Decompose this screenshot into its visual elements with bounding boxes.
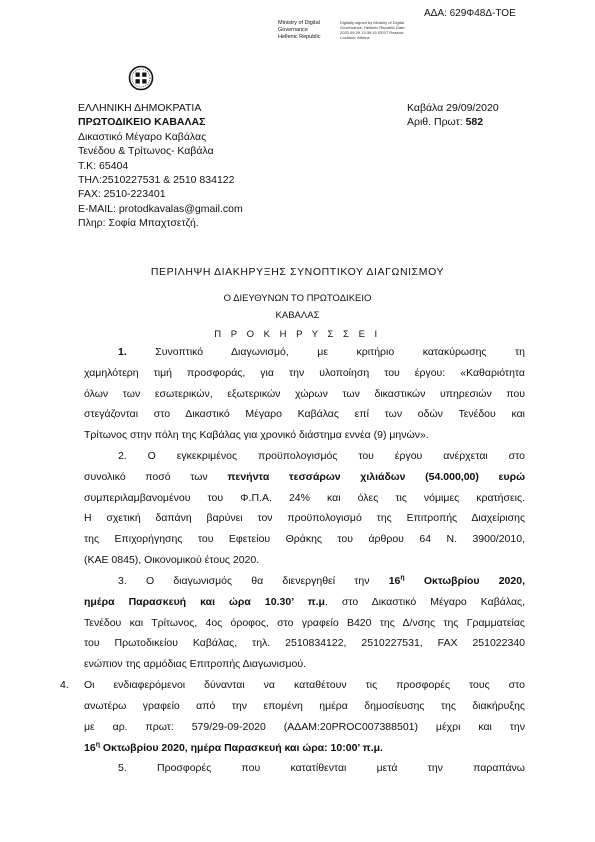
paragraph-text: Προσφορές που κατατίθενται μετά την παραπάνω	[157, 762, 526, 774]
paragraph-text: Συνοπτικό Διαγωνισμό, με κριτήριο κατακύρωσης τη	[155, 346, 525, 358]
paragraph-number: 5.	[118, 762, 127, 774]
postal-code: Τ.Κ: 65404	[78, 159, 129, 172]
paragraph-text: Ο εγκεκριμένος προϋπολογισμός του έργου ανέρχεται στο	[147, 450, 525, 462]
paragraph-line	[84, 592, 525, 613]
deadline-text: Οκτωβρίου 2020, ημέρα Παρασκευή και ώρα: 10:00’ π.μ.	[99, 742, 383, 754]
announces-heading: Π Ρ Ο Κ Η Ρ Υ Σ Σ Ε Ι	[214, 329, 381, 340]
total-amount: πενήντα τεσσάρων χιλιάδων (54.000,00) ευρώ	[227, 470, 525, 483]
paragraph-line: συμπεριλαμβανομένου του Φ.Π.Α. 24% και όλες τις νόμιμες κρατήσεις.	[84, 491, 525, 504]
country-name: ΕΛΛΗΝΙΚΗ ΔΗΜΟΚΡΑΤΙΑ	[78, 102, 202, 114]
paragraph-4	[84, 675, 525, 737]
ada-code: ΑΔΑ: 629Φ48Δ-ΤΟΕ	[424, 8, 516, 19]
signature-issuer-line: Ministry of Digital	[278, 20, 320, 26]
paragraph-number: 4.	[60, 679, 69, 691]
paragraph-line	[84, 342, 525, 363]
paragraph-number: 2.	[118, 450, 127, 462]
email-address[interactable]: E-MAIL: protodkavalas@gmail.com	[78, 202, 243, 215]
paragraph-5	[84, 758, 525, 779]
director-line: Ο ΔΙΕΥΘΥΝΩΝ ΤΟ ΠΡΩΤΟΔΙΚΕΙΟ	[223, 293, 372, 304]
protocol-number	[407, 115, 499, 129]
fax-number: FAX: 2510-223401	[78, 188, 166, 201]
street-address: Τενέδου & Τρίτωνος- Καβάλα	[78, 145, 214, 158]
paragraph-line	[84, 446, 525, 467]
paragraph-text: . στο Δικαστικό Μέγαρο Καβάλας,	[324, 595, 526, 608]
paragraph-line: στεγάζονται στο Δικαστικό Μέγαρο Καβάλας επί των οδών Τενέδου και	[84, 408, 525, 421]
paragraph-line: όλων των εσωτερικών, εξωτερικών χώρων των δικαστικών υπηρεσιών που	[84, 387, 525, 400]
date-protocol-block	[407, 101, 499, 130]
tender-date-day: 16	[388, 575, 401, 587]
paragraph-line	[84, 758, 525, 779]
tender-day-time: ημέρα Παρασκευή και ώρα 10.30’ π.μ	[84, 595, 325, 608]
paragraph-line: Τενέδου και Τρίτωνος, 4ος όροφος, στο γραφείο Β420 της Δ/νσης της Γραμματείας	[84, 616, 525, 629]
paragraph-text: συνολικό ποσό των	[84, 470, 228, 483]
paragraph-line: Η σχετική δαπάνη βαρύνει τον προϋπολογισμό της Επιτροπής Διαχείρισης	[84, 512, 525, 525]
building-name: Δικαστικό Μέγαρο Καβάλας	[78, 130, 207, 143]
paragraph-1	[84, 342, 525, 425]
sender-address-block	[78, 101, 243, 231]
paragraph-2-last	[84, 550, 525, 571]
ordinal-suffix: η	[95, 741, 100, 749]
phone-numbers: ΤΗΛ:2510227531 & 2510 834122	[78, 174, 235, 187]
court-name: ΠΡΩΤΟΔΙΚΕΙΟ ΚΑΒΑΛΑΣ	[78, 116, 206, 129]
paragraph-number: 3.	[118, 575, 127, 587]
paragraph-line: του Πρωτοδικείου Καβάλας, τηλ. 2510834122, 2510227531, FAX 251022340	[84, 637, 525, 650]
signature-issuer-line: Governance	[278, 26, 308, 33]
paragraph-line: χαμηλότερη τιμή προσφοράς, για την υλοποίηση του έργου: «Καθαριότητα	[84, 366, 525, 379]
paragraph-line: με αρ. πρωτ: 579/29-09-2020 (ΑΔΑΜ:20PROC007388501) μέχρι και την	[84, 720, 525, 733]
paragraph-line: ανωτέρω γραφείο από την επομένη ημέρα δημοσίευσης της διακήρυξης	[84, 699, 525, 712]
deadline-line	[84, 738, 525, 759]
document-title: ΠΕΡΙΛΗΨΗ ΔΙΑΚΗΡΥΞΗΣ ΣΥΝΟΠΤΙΚΟΥ ΔΙΑΓΩΝΙΣΜΟΥ	[150, 266, 445, 278]
paragraph-line: της Επιχορήγησης του Εφετείου Θράκης του άρθρου 64 Ν. 3900/2010,	[84, 533, 525, 546]
paragraph-2	[84, 446, 525, 550]
paragraph-line: Οι ενδιαφερόμενοι δύνανται να καταθέτουν τις προσφορές τους στο	[84, 679, 525, 691]
deadline-day: 16	[84, 742, 96, 754]
paragraph-3-last	[84, 654, 525, 675]
signature-issuer-line: Hellenic Republic	[278, 33, 321, 40]
hellenic-emblem-icon	[128, 65, 154, 91]
paragraph-4-last	[84, 738, 525, 759]
director-city: ΚΑΒΑΛΑΣ	[275, 310, 320, 321]
protocol-label: Αριθ. Πρωτ:	[407, 116, 466, 129]
paragraph-number: 1.	[118, 346, 127, 358]
paragraph-text: Ο διαγωνισμός θα διενεργηθεί την	[145, 575, 389, 587]
tender-date-month: Οκτωβρίου 2020,	[404, 575, 525, 587]
contact-person: Πληρ: Σοφία Μπαχτσετζή.	[78, 217, 199, 230]
paragraph-3	[84, 571, 525, 654]
signature-details: Digitally signed by Ministry of Digital Governance, Hellenic Republic Date: 2020.09.29 13:39:15 EEST Reason: Location: Athens	[340, 20, 406, 40]
paragraph-line	[84, 467, 525, 488]
protocol-value: 582	[465, 116, 484, 129]
ordinal-suffix: η	[400, 574, 405, 582]
signature-issuer	[278, 20, 338, 40]
document-date: Καβάλα 29/09/2020	[407, 102, 499, 114]
paragraph-line: ενώπιον της αρμόδιας Επιτροπής Διαγωνισμού.	[84, 658, 307, 670]
paragraph-line	[84, 571, 525, 592]
paragraph-line: Τρίτωνος στην πόλη της Καβάλας για χρονικό διάστημα εννέα (9) μηνών».	[84, 429, 429, 441]
paragraph-1-last	[84, 425, 525, 446]
paragraph-line: (ΚΑΕ 0845), Οικονομικού έτους 2020.	[84, 554, 260, 566]
